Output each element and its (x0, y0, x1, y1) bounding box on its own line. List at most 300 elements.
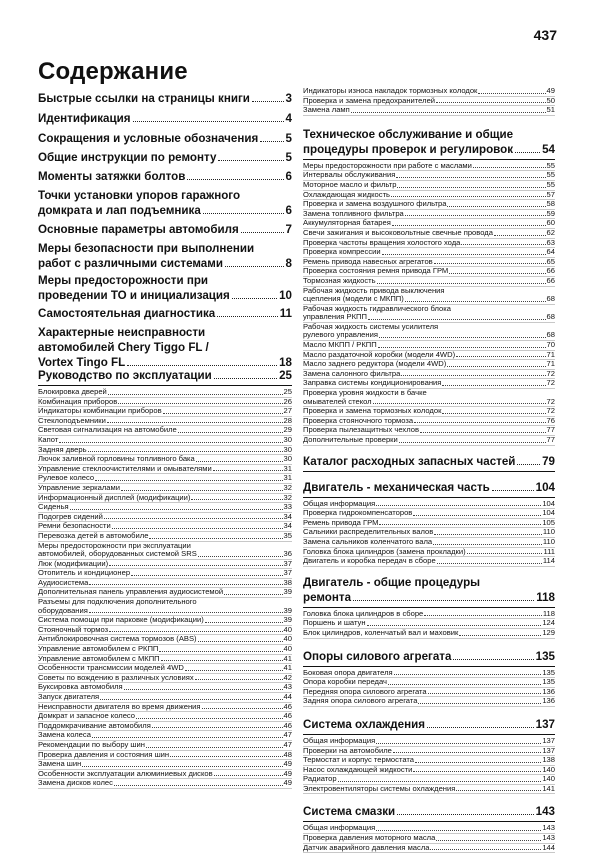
entry-page-number: 136 (542, 696, 555, 706)
toc-sub-entry[interactable] (303, 785, 555, 795)
entry-page-number: 54 (542, 142, 555, 156)
dot-leader (100, 699, 282, 700)
entry-title: Подогрев сидений (38, 511, 103, 521)
dot-leader (351, 112, 546, 113)
dot-leader (202, 708, 283, 709)
toc-main-entry[interactable] (38, 306, 292, 321)
dot-leader (447, 366, 545, 367)
toc-sub-entry[interactable] (303, 287, 555, 305)
entry-page-number: 49 (283, 778, 292, 788)
entry-page-number: 51 (546, 105, 555, 115)
entry-title: Масло раздаточной коробки (модели 4WD) (303, 349, 456, 359)
entry-page-number: 104 (535, 480, 555, 494)
entry-title: Передняя опора силового агрегата (303, 686, 427, 696)
dot-leader (434, 263, 546, 264)
entry-title: Сальники распределительных валов (303, 527, 434, 537)
entry-title: Аккумуляторная батарея (303, 218, 391, 228)
dot-leader (379, 524, 541, 525)
dot-leader (405, 215, 546, 216)
entry-title: Разъемы для подключения дополнительного (38, 597, 197, 607)
entry-page-number: 41 (283, 653, 292, 663)
entry-title: Сокращения и условные обозначения (38, 132, 259, 145)
toc-sub-entry[interactable] (303, 629, 555, 639)
entry-title: Система смазки (303, 805, 396, 819)
entry-page-number: 47 (283, 739, 292, 749)
entry-page-number: 71 (546, 359, 555, 369)
entry-page-number: 63 (546, 237, 555, 247)
dot-leader (152, 727, 283, 728)
entry-page-number: 18 (279, 356, 292, 369)
dot-leader (373, 403, 546, 404)
entry-title: Антиблокировочная система тормозов (ABS) (38, 634, 197, 644)
entry-title: Рулевое колесо (38, 473, 95, 483)
entry-page-number: 66 (546, 266, 555, 276)
entry-title: Неисправности двигателя во время движения (38, 701, 201, 711)
entry-page-number: 79 (542, 454, 555, 468)
entry-title: Боковая опора двигателя (303, 667, 393, 677)
dot-leader (109, 631, 282, 632)
dot-leader (203, 213, 284, 214)
dot-leader (185, 670, 283, 671)
toc-sub-entry[interactable] (38, 494, 292, 504)
dot-leader (107, 422, 283, 423)
entry-title: Индикаторы износа накладок тормозных колодок (303, 86, 478, 95)
entry-title: Замена салонного фильтра (303, 368, 401, 378)
section-heading[interactable] (303, 575, 555, 608)
entry-page-number: 118 (536, 590, 555, 604)
entry-title: Замена ламп (303, 105, 350, 115)
dot-leader (89, 612, 283, 613)
entry-title-continued: сцепления (модели с МКПП) (303, 294, 404, 304)
toc-main-entry[interactable] (38, 273, 292, 303)
entry-title: Опора коробки передач (303, 677, 387, 687)
toc-main-entry[interactable] (38, 131, 292, 146)
dot-leader (136, 718, 283, 719)
entry-title: Проверка и замена предохранителей (303, 95, 436, 105)
entry-title: Vortex Tingo FL (38, 356, 126, 369)
dot-leader (436, 840, 541, 841)
toc-sub-entry[interactable] (38, 426, 292, 436)
dot-leader (427, 727, 534, 728)
entry-page-number: 136 (542, 686, 555, 696)
dot-leader (397, 814, 533, 815)
dot-leader (127, 365, 277, 366)
entry-page-number: 68 (546, 294, 555, 304)
entry-title: Общая информация (303, 735, 376, 745)
toc-sub-entry[interactable] (303, 436, 555, 446)
entry-page-number: 32 (283, 492, 292, 502)
entry-title: Общая информация (303, 498, 376, 508)
entry-page-number: 6 (285, 204, 292, 217)
dot-leader (449, 273, 545, 274)
entry-page-number: 50 (546, 95, 555, 105)
dot-leader (146, 747, 283, 748)
entry-title: Масло МКПП / РКПП (303, 340, 377, 350)
entry-title: Ремень привода навесных агрегатов (303, 256, 433, 266)
entry-title: Рабочая жидкость гидравлического блока (303, 303, 451, 313)
entry-title: Индикаторы комбинации приборов (38, 406, 162, 416)
dot-leader (163, 413, 283, 414)
toc-sub-entry[interactable] (303, 106, 555, 116)
dot-leader (430, 849, 541, 850)
entry-page-number: 32 (283, 482, 292, 492)
entry-page-number: 10 (279, 289, 292, 302)
entry-page-number: 5 (285, 132, 292, 145)
entry-title: Замена топливного фильтра (303, 208, 404, 218)
section-heading[interactable] (303, 480, 555, 498)
dot-leader (442, 385, 545, 386)
entry-page-number: 114 (542, 556, 555, 566)
dot-leader (382, 254, 546, 255)
entry-page-number: 141 (542, 783, 555, 793)
section-heading[interactable] (303, 127, 555, 160)
entry-title: процедуры проверок и регулировок (303, 142, 514, 156)
entry-page-number: 40 (283, 644, 292, 654)
entry-title: Моменты затяжки болтов (38, 170, 186, 183)
entry-page-number: 8 (285, 257, 292, 270)
dot-leader (59, 442, 282, 443)
entry-title: Капот (38, 434, 59, 444)
dot-leader (241, 232, 284, 233)
entry-page-number: 144 (542, 842, 555, 852)
entry-title: Проверка частоты вращения холостого хода (303, 237, 461, 247)
entry-title: Проверка и замена воздушного фильтра (303, 199, 447, 209)
section-heading[interactable] (303, 454, 555, 472)
entry-page-number: 30 (283, 434, 292, 444)
entry-title: Стояночный тормоз (38, 624, 109, 634)
dot-leader (118, 403, 282, 404)
entry-title: Запуск двигателя (38, 692, 100, 701)
entry-title: Рабочая жидкость привода выключения (303, 285, 445, 295)
dot-leader (133, 121, 284, 122)
dot-leader (388, 684, 541, 685)
entry-title: Система охлаждения (303, 717, 425, 731)
entry-page-number: 143 (535, 805, 555, 819)
dot-leader (377, 283, 546, 284)
dot-leader (225, 266, 284, 267)
dot-leader (415, 762, 541, 763)
entry-page-number: 38 (283, 577, 292, 587)
dot-leader (224, 594, 282, 595)
entry-page-number: 49 (283, 768, 292, 778)
entry-page-number: 68 (546, 312, 555, 322)
entry-title: Быстрые ссылки на страницы книги (38, 92, 250, 105)
section-heading[interactable] (303, 649, 555, 667)
entry-page-number: 59 (546, 208, 555, 218)
entry-page-number: 104 (542, 498, 555, 508)
entry-page-number: 143 (542, 823, 555, 833)
dot-leader (436, 102, 545, 103)
dot-leader (433, 544, 542, 545)
entry-title: Особенности эксплуатации алюминиевых дисков (38, 768, 213, 778)
dot-leader (104, 518, 283, 519)
toc-main-entry[interactable] (38, 222, 292, 237)
dot-leader (401, 375, 545, 376)
dot-leader (149, 538, 282, 539)
entry-page-number: 72 (546, 406, 555, 416)
dot-leader (114, 785, 283, 786)
dot-leader (397, 187, 545, 188)
entry-title: Аудиосистема (38, 577, 89, 587)
dot-leader (187, 179, 283, 180)
entry-title: Блок цилиндров, коленчатый вал и маховик (303, 627, 459, 637)
toc-sub-entry[interactable] (303, 323, 555, 341)
dot-leader (124, 689, 283, 690)
entry-page-number: 65 (546, 256, 555, 266)
entry-page-number: 26 (283, 396, 292, 406)
entry-title: Меры предосторожности при (38, 274, 209, 287)
toc-main-entry[interactable] (38, 169, 292, 184)
entry-title: Управление зеркалами (38, 482, 120, 492)
entry-title: Масло заднего редуктора (модели 4WD) (303, 359, 447, 369)
entry-page-number: 43 (283, 682, 292, 692)
entry-page-number: 39 (283, 615, 292, 625)
dot-leader (413, 515, 541, 516)
entry-title: автомобилей Chery Tiggo FL / (38, 341, 209, 354)
dot-leader (378, 347, 546, 348)
entry-title: Двигатель - общие процедуры (303, 575, 481, 589)
dot-leader (517, 464, 540, 465)
entry-page-number: 68 (546, 330, 555, 340)
dot-leader (405, 301, 546, 302)
entry-page-number: 6 (285, 170, 292, 183)
entry-title: Проверка пылезащитных чехлов (303, 425, 419, 435)
entry-title: Техническое обслуживание и общие (303, 127, 514, 141)
entry-title: Проверка и замена тормозных колодок (303, 406, 442, 416)
entry-page-number: 55 (546, 170, 555, 180)
entry-title: Поршень и шатун (303, 618, 366, 628)
entry-page-number: 66 (546, 275, 555, 285)
entry-page-number: 72 (546, 378, 555, 388)
dot-leader (456, 790, 541, 791)
dot-leader (437, 563, 542, 564)
dot-leader (515, 152, 540, 153)
entry-title: Руководство по эксплуатации (38, 369, 212, 382)
entry-title: Световая сигнализация на автомобиле (38, 425, 177, 435)
dot-leader (376, 505, 541, 506)
entry-title: Меры предосторожности при эксплуатации (38, 540, 191, 550)
entry-title: Охлаждающая жидкость (303, 189, 391, 199)
dot-leader (213, 470, 283, 471)
entry-page-number: 39 (283, 587, 292, 597)
entry-page-number: 7 (285, 223, 292, 236)
entry-title: Информационный дисплей (модификации) (38, 492, 191, 502)
entry-page-number: 4 (285, 112, 292, 125)
toc-sub-entry[interactable] (303, 766, 555, 776)
toc-right-column (303, 87, 555, 853)
entry-page-number: 28 (283, 415, 292, 425)
entry-title: Интервалы обслуживания (303, 170, 396, 180)
entry-title: Управление стеклоочистителями и омывателями (38, 463, 212, 473)
entry-page-number: 140 (542, 774, 555, 784)
entry-page-number: 42 (283, 672, 292, 682)
toc-main-entry[interactable] (38, 241, 292, 271)
entry-title: Проверка компрессии (303, 247, 381, 257)
entry-title-continued: оборудования (38, 605, 88, 615)
entry-page-number: 76 (546, 415, 555, 425)
dot-leader (89, 584, 282, 585)
entry-page-number: 111 (543, 546, 555, 556)
toc-sub-entry[interactable] (303, 557, 555, 567)
entry-title: Домкрат и запасное колесо (38, 711, 136, 721)
entry-page-number: 118 (542, 608, 555, 618)
dot-leader (453, 659, 533, 660)
entry-title: ремонта (303, 590, 352, 604)
dot-leader (478, 93, 545, 94)
dot-leader (131, 575, 283, 576)
toc-main-entry[interactable] (38, 188, 292, 218)
page-title: Содержание (38, 58, 188, 85)
dot-leader (338, 781, 542, 782)
dot-leader (376, 830, 541, 831)
entry-title-continued: управления РКПП (303, 312, 367, 322)
dot-leader (391, 196, 546, 197)
entry-title: Замена сальников коленчатого вала (303, 536, 433, 546)
entry-title: Насос охлаждающей жидкости (303, 764, 413, 774)
dot-leader (434, 534, 542, 535)
toc-main-entry[interactable] (38, 325, 292, 370)
entry-title: Двигатель - механическая часть (303, 480, 490, 494)
entry-page-number: 31 (283, 473, 292, 483)
dot-leader (428, 693, 542, 694)
entry-title: Замена колеса (38, 730, 91, 740)
entry-page-number: 129 (542, 627, 555, 637)
entry-page-number: 48 (283, 749, 292, 759)
entry-page-number: 110 (542, 527, 555, 537)
dot-leader (392, 225, 546, 226)
dot-leader (353, 600, 534, 601)
entry-title: Люк (модификации) (38, 558, 109, 568)
entry-title: Управление автомобилем с РКПП (38, 644, 159, 654)
entry-title: Рабочая жидкость системы усилителя (303, 321, 439, 331)
entry-page-number: 72 (546, 396, 555, 406)
entry-title: Опоры силового агрегата (303, 649, 452, 663)
entry-title: Система помощи при парковке (модификации) (38, 615, 204, 625)
entry-title: Проверки на автомобиле (303, 745, 392, 755)
entry-page-number: 77 (546, 435, 555, 444)
dot-leader (456, 356, 545, 357)
entry-title: Общие инструкции по ремонту (38, 151, 217, 164)
entry-title-continued: омывателей стекол (303, 396, 372, 406)
toc-main-entry[interactable] (38, 91, 292, 106)
entry-page-number: 143 (542, 833, 555, 843)
entry-title: Замена шин (38, 759, 82, 769)
entry-title: проведении ТО и инициализация (38, 289, 230, 302)
dot-leader (394, 674, 542, 675)
toc-sub-entry[interactable] (303, 844, 555, 853)
entry-page-number: 30 (283, 444, 292, 454)
entry-title: домкрата и лап подъемника (38, 204, 201, 217)
entry-title: Двигатель и коробка передач в сборе (303, 556, 436, 566)
toc-main-entry[interactable] (38, 150, 292, 165)
dot-leader (196, 461, 283, 462)
entry-page-number: 110 (542, 536, 555, 546)
entry-page-number: 25 (283, 387, 292, 396)
entry-page-number: 135 (542, 677, 555, 687)
entry-title: работ с различными системами (38, 257, 223, 270)
entry-page-number: 39 (283, 605, 292, 615)
dot-leader (424, 615, 542, 616)
entry-title: Самостоятельная диагностика (38, 307, 216, 320)
entry-title: Задняя опора силового агрегата (303, 696, 418, 706)
toc-sub-entry[interactable] (303, 305, 555, 323)
toc-sub-entry[interactable] (303, 389, 555, 407)
entry-title: Электровентиляторы системы охлаждения (303, 783, 456, 793)
entry-title: Советы по вождению в различных условиях (38, 672, 194, 682)
entry-page-number: 29 (283, 425, 292, 435)
entry-page-number: 57 (546, 189, 555, 199)
entry-title: Задняя дверь (38, 444, 87, 454)
entry-title: Замена дисков колес (38, 778, 113, 788)
entry-page-number: 105 (542, 517, 555, 527)
entry-page-number: 135 (542, 667, 555, 677)
dot-leader (95, 480, 282, 481)
toc-sub-entry[interactable] (303, 834, 555, 844)
entry-page-number: 135 (535, 649, 555, 663)
entry-page-number: 46 (283, 701, 292, 711)
toc-sub-entry[interactable] (38, 779, 292, 789)
entry-page-number: 34 (283, 511, 292, 521)
entry-page-number: 55 (546, 160, 555, 170)
dot-leader (260, 141, 283, 142)
entry-title: Радиатор (303, 774, 337, 784)
entry-page-number: 34 (283, 521, 292, 531)
entry-page-number: 137 (542, 745, 555, 755)
entry-title: Общая информация (303, 823, 376, 833)
entry-title: Точки установки упоров гаражного (38, 189, 241, 202)
entry-page-number: 124 (542, 618, 555, 628)
entry-page-number: 72 (546, 368, 555, 378)
dot-leader (92, 737, 283, 738)
section-heading[interactable] (303, 717, 555, 735)
dot-leader (459, 635, 541, 636)
dot-leader (418, 703, 541, 704)
entry-page-number: 5 (285, 151, 292, 164)
dot-leader (205, 622, 283, 623)
dot-leader (447, 206, 545, 207)
toc-sub-entry[interactable] (38, 542, 292, 560)
dot-leader (159, 651, 282, 652)
entry-page-number: 40 (283, 624, 292, 634)
entry-page-number: 58 (546, 199, 555, 209)
entry-page-number: 71 (546, 349, 555, 359)
section-heading[interactable] (303, 804, 555, 822)
dot-leader (214, 775, 283, 776)
dot-leader (376, 743, 541, 744)
entry-title: Дополнительные проверки (303, 435, 398, 444)
section-heading[interactable] (38, 368, 292, 386)
entry-page-number: 27 (283, 406, 292, 416)
toc-sub-entry[interactable] (303, 697, 555, 707)
entry-title: Сиденья (38, 502, 69, 512)
toc-main-entry[interactable] (38, 111, 292, 126)
entry-page-number: 62 (546, 227, 555, 237)
entry-title: Поддомкрачивание автомобиля (38, 720, 151, 730)
dot-leader (494, 235, 546, 236)
entry-title: Управление автомобилем с МКПП (38, 653, 160, 663)
page-number: 437 (533, 27, 557, 43)
dot-leader (112, 528, 283, 529)
entry-title: Проверка стояночного тормоза (303, 415, 414, 425)
dot-leader (109, 565, 282, 566)
entry-page-number: 44 (283, 692, 292, 701)
toc-sub-entry[interactable] (38, 598, 292, 616)
entry-page-number: 49 (283, 759, 292, 769)
entry-title: Заправка системы кондиционирования (303, 378, 442, 388)
entry-title: Идентификация (38, 112, 131, 125)
entry-page-number: 104 (542, 508, 555, 518)
dot-leader (393, 752, 541, 753)
